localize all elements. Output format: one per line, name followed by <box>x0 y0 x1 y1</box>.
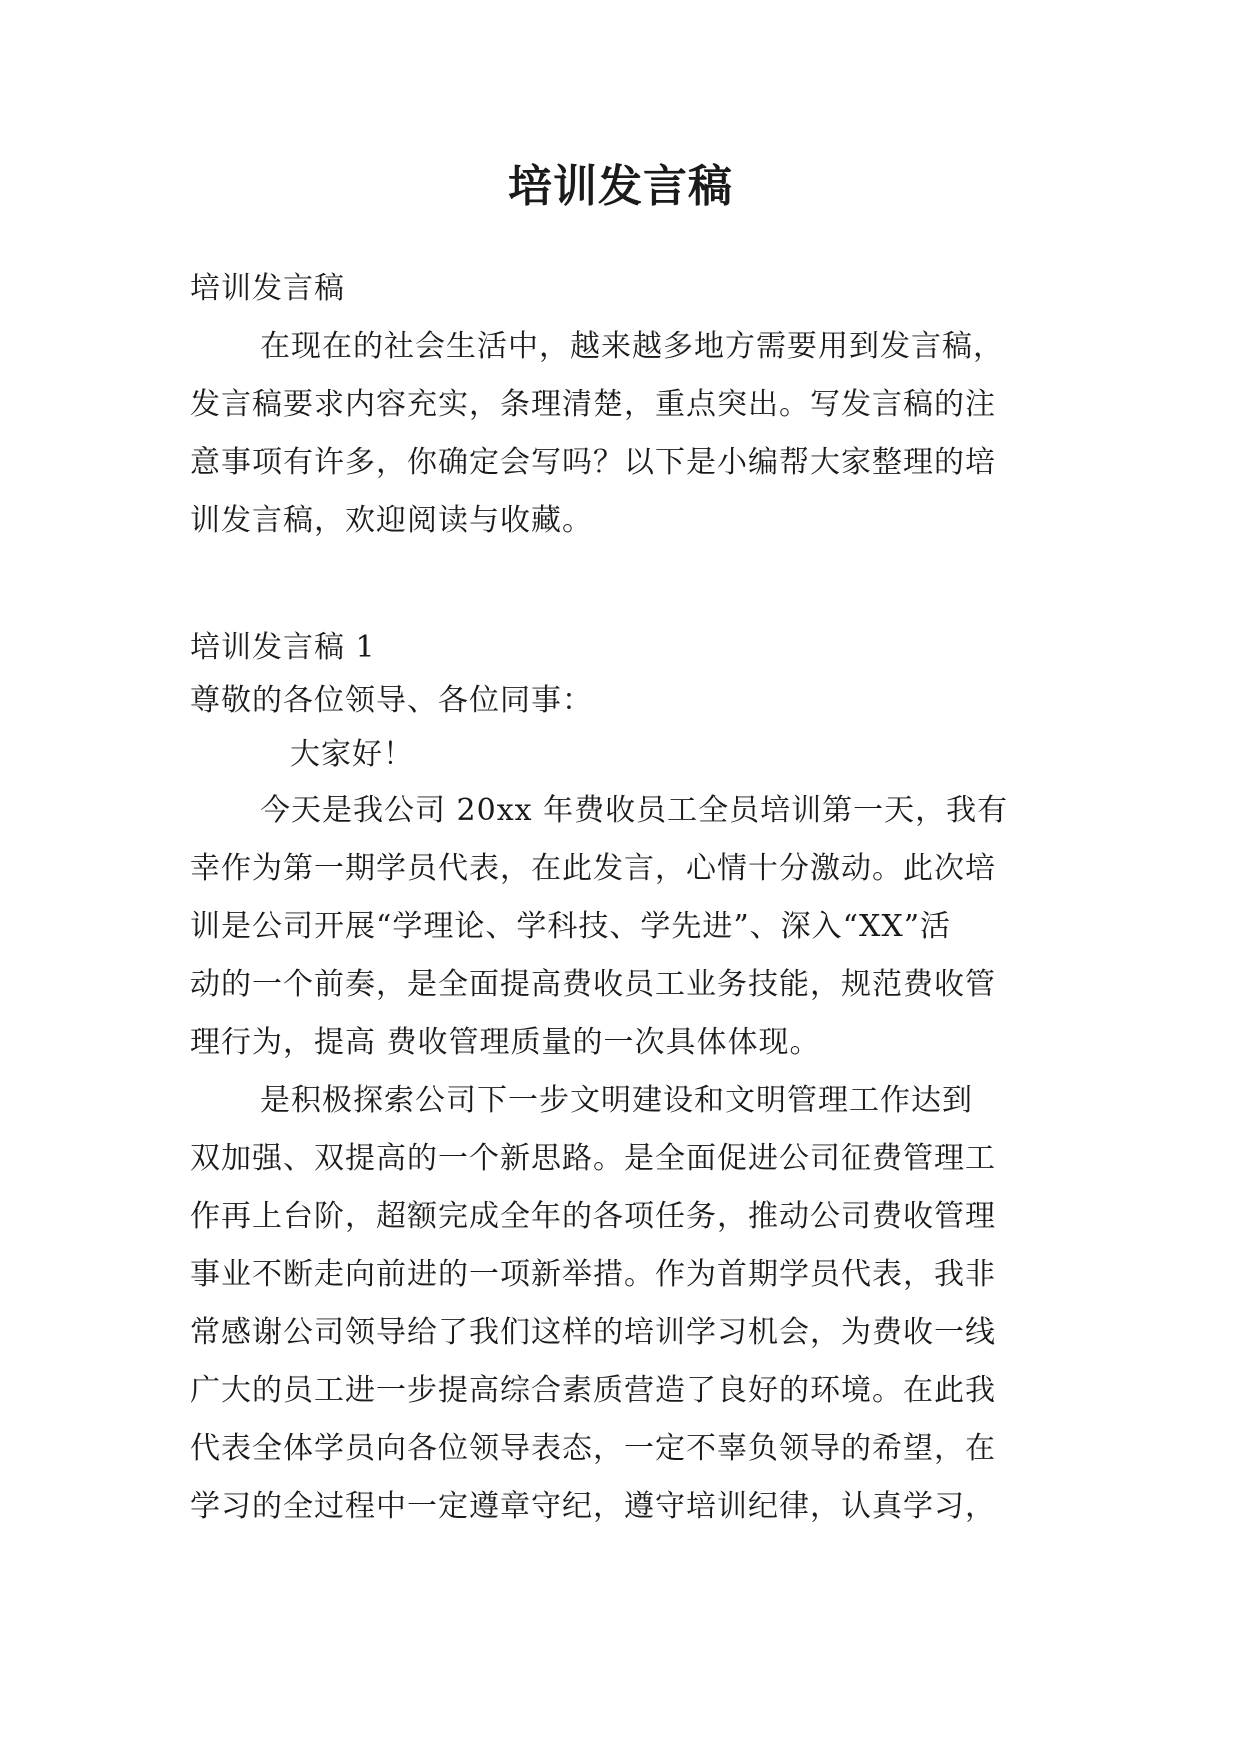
greeting: 大家好！ <box>290 737 414 772</box>
paragraph-line: 广大的员工进一步提高综合素质营造了良好的环境。在此我 <box>190 1373 996 1408</box>
intro-line: 意事项有许多，你确定会写吗？以下是小编帮大家整理的培 <box>190 445 996 480</box>
paragraph-line: 学习的全过程中一定遵章守纪，遵守培训纪律，认真学习， <box>190 1489 996 1524</box>
section-1 <box>190 623 1055 1536</box>
paragraph-line: 作再上台阶，超额完成全年的各项任务，推动公司费收管理 <box>190 1199 996 1234</box>
paragraph-line: 事业不断走向前进的一项新举措。作为首期学员代表，我非 <box>190 1257 996 1292</box>
section-heading: 培训发言稿 1 <box>190 630 376 665</box>
paragraph-line: 幸作为第一期学员代表，在此发言，心情十分激动。此次培 <box>190 851 996 886</box>
paragraph-line: 理行为，提高 费收管理质量的一次具体体现。 <box>190 1025 821 1060</box>
paragraph-line: 常感谢公司领导给了我们这样的培训学习机会，为费收一线 <box>190 1315 996 1350</box>
paragraph-line: 是积极探索公司下一步文明建设和文明管理工作达到 <box>260 1083 973 1118</box>
paragraph-line: 动的一个前奏，是全面提高费收员工业务技能，规范费收管 <box>190 967 996 1002</box>
paragraph-line: 双加强、双提高的一个新思路。是全面促进公司征费管理工 <box>190 1141 996 1176</box>
paragraph-line: 今天是我公司 20xx 年费收员工全员培训第一天，我有 <box>260 793 1009 828</box>
document-title: 培训发言稿 <box>508 161 733 212</box>
intro-block <box>190 260 1055 550</box>
paragraph-line: 训是公司开展“学理论、学科技、学先进”、深入“XX”活 <box>190 909 952 944</box>
intro-line: 训发言稿，欢迎阅读与收藏。 <box>190 503 593 538</box>
paragraph-line: 代表全体学员向各位领导表态，一定不辜负领导的希望，在 <box>190 1431 996 1466</box>
subheading: 培训发言稿 <box>190 271 345 306</box>
intro-line: 发言稿要求内容充实，条理清楚，重点突出。写发言稿的注 <box>190 387 996 422</box>
intro-line: 在现在的社会生活中，越来越多地方需要用到发言稿， <box>260 329 1004 364</box>
salutation: 尊敬的各位领导、各位同事： <box>190 683 593 718</box>
